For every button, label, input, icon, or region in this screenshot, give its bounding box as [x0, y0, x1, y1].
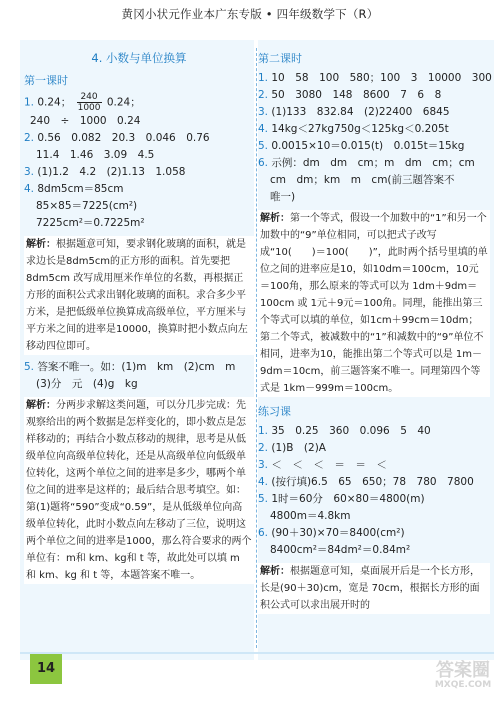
analysis-1: 解析：根据题意可知，要求钢化玻璃的面积，就是求边长是8dm5cm的正方形的面积。首先要把 8dm5cm 改写成用厘米作单位的名数，再根据正方形的面积公式求出钢化玻璃的面积。求合多少平方米，是把低级单位换算成高级单位，平方厘米与平方米之间的进率是10000，换算时把小数点向左移动四位即可。: [24, 236, 254, 355]
answer-r2: 2. 50 3080 148 8600 7 6 8: [258, 89, 442, 101]
answer-r1: 1. 10 58 100 580；100 3 10000 300: [258, 72, 492, 84]
column-divider: [256, 48, 257, 648]
practice-4: 4. (按行填)6.5 65 650；78 780 7800: [258, 476, 474, 488]
practice-1: 1. 35 0.25 360 0.096 5 40: [258, 425, 431, 437]
analysis-4: 解析：根据题意可知，桌面展开后是一个长方形，长是(90＋30)cm，宽是 70cm，根据长方形的面积公式可以求出展开时的: [258, 563, 490, 614]
bottom-bar: [20, 652, 494, 654]
answer-1-line2: 240 ÷ 1000 0.24: [30, 115, 141, 127]
practice-6: 6. (90＋30)×70＝8400(cm²): [258, 527, 405, 539]
analysis-3: 解析：第一个等式，假设一个加数中的“1”和另一个加数中的“9”单位相同，可以把式子改写成“10( )＝100( )”，此时两个括号里填的单位之间的进率应是10，如10dm＝100cm，10元＝100角，那么原来的等式可以为 1dm＋9dm＝100cm 或 1元＋9元＝100角。同理，能推出第三个等式可以填的单位，如1cm＋99cm＝10dm；第二个等式，被减数中的“1”和减数中的“9”单位不相同，进率为10，能推出第二个等式可以是 1m－9dm＝10cm，前三题答案不唯一。同理第四个等式是 1km－999m＝100cm。: [258, 210, 490, 397]
answer-1: 1. 0.24； $\frac{240}{1000}$ 0.24；: [24, 92, 141, 113]
answer-r6-line2: cm dm；km m cm(前三题答案不: [270, 174, 455, 186]
answer-r6: 6. 示例：dm dm cm；m dm cm；cm: [258, 157, 475, 169]
answer-4: 4. 8dm5cm＝85cm: [24, 183, 124, 195]
answer-4-line3: 7225cm²＝0.7225m²: [36, 217, 145, 229]
practice-title: 练习课: [258, 405, 291, 418]
answer-5: 5. 答案不唯一。如：(1)m km (2)cm m: [24, 361, 236, 373]
answer-2-line2: 11.4 1.46 3.09 4.5: [36, 149, 155, 161]
lesson-title-2: 第二课时: [258, 52, 302, 65]
practice-5-line2: 4800m＝4.8km: [270, 510, 351, 522]
lesson-title-1: 第一课时: [24, 74, 68, 87]
answer-r5: 5. 0.0015×10＝0.015(t) 0.015t＝15kg: [258, 140, 465, 152]
answer-r3: 3. (1)133 832.84 (2)22400 6845: [258, 106, 450, 118]
practice-6-line2: 8400cm²＝84dm²＝0.84m²: [270, 544, 411, 556]
watermark-logo: 答案圈 MXQE.COM: [434, 660, 492, 690]
analysis-2: 解析：分两步求解这类问题，可以分几步完成：先观察给出的两个数据是怎样变化的，即小数点是怎样移动的；再结合小数点移动的规律，思考是从低级单位向高级单位转化，还是从高级单位向低级单位转化，这两个单位之间的进率是多少，哪两个单位之间的进率是这样的；最后结合思考填空。如：第(1)题将“590”变成“0.59”，是从低级单位向高级单位转化，此时小数点向左移动了三位，说明这两个单位之间的进率是1000，那么符合要求的两个单位有：m和 km、kg和 t 等，故此处可以填 m 和 km、kg 和 t 等，本题答案不唯一。: [24, 397, 254, 584]
practice-2: 2. (1)B (2)A: [258, 442, 326, 454]
answer-4-line2: 85×85＝7225(cm²): [36, 200, 138, 212]
answer-r4: 4. 14kg＜27kg750g＜125kg＜0.205t: [258, 123, 449, 135]
fraction: $\frac{240}{1000}$: [77, 92, 101, 113]
right-column: [258, 44, 490, 618]
answer-3: 3. (1)1.2 4.2 (2)1.13 1.058: [24, 166, 186, 178]
answer-2: 2. 0.56 0.082 20.3 0.046 0.76: [24, 132, 210, 144]
section-title: 4. 小数与单位换算: [91, 51, 187, 65]
answer-5-line2: (3)分 元 (4)g kg: [36, 378, 138, 390]
practice-5: 5. 1时＝60分 60×80＝4800(m): [258, 493, 425, 505]
page-number: 14: [30, 654, 62, 684]
page-header: 黄冈小状元作业本广东专版 • 四年级数学下（R）: [121, 7, 379, 21]
left-column: [24, 44, 254, 588]
answer-r6-line3: 唯一): [270, 191, 296, 203]
practice-3: 3. ＜ ＜ ＜ ＝ ＝ ＜: [258, 459, 387, 471]
